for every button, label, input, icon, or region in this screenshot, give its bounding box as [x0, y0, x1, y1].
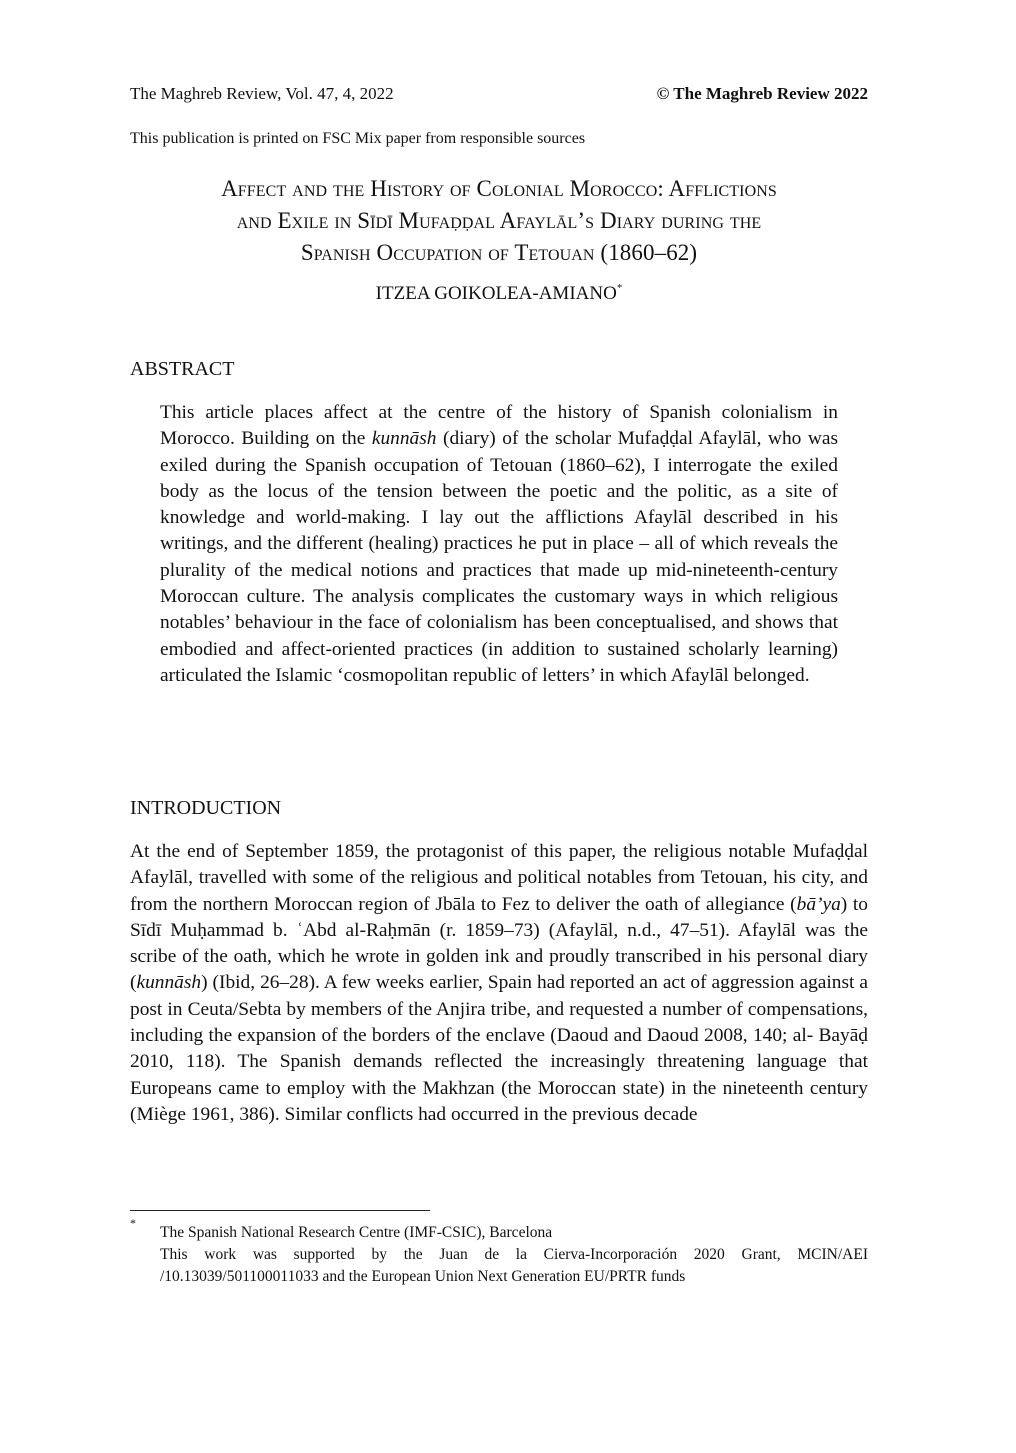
footnote-line: The Spanish National Research Centre (IMF-CSIC), Barcelona	[160, 1224, 553, 1241]
abstract-term: kunnāsh	[371, 428, 437, 450]
abstract-heading: ABSTRACT	[130, 358, 235, 380]
author-footnote-mark: *	[616, 282, 623, 294]
footnote-divider	[130, 1210, 430, 1211]
intro-text-part: ) (Ibid, 26–28). A few weeks earlier, Spain had reported an act of aggression against a post in Ceuta/Sebta by members of the Anjira tribe, and requested a number of compensations, including the expansion of the borders of the enclave (Daoud and Daoud 2008, 140; al- Bayāḍ 2010, 118). The Spanish demands reflected the increasingly threatening language that Europeans came to employ with the Makhzan (the Moroccan state) in the nineteenth century (Miège 1961, 386). Similar conflicts had occurred in the previous decade	[130, 972, 868, 1125]
title-line: Affect and the History of Colonial Morocco: Afflictions	[221, 176, 777, 201]
title-line: Spanish Occupation of Tetouan (1860–62)	[300, 240, 698, 265]
footnote-line: /10.13039/501100011033 and the European Union Next Generation EU/PRTR funds	[160, 1268, 686, 1285]
abstract-text	[160, 400, 838, 689]
footnote-line: This work was supported by the Juan de la Cierva-Incorporación 2020 Grant, MCIN/AEI	[160, 1246, 868, 1263]
intro-term: bāʼya	[796, 893, 841, 915]
abstract-text-part: This article places affect at the centre of the history of Spanish colonialism in Morocco. Building on the	[160, 402, 838, 450]
author-name	[130, 282, 868, 305]
copyright-notice: © The Maghreb Review 2022	[656, 84, 868, 103]
title-line: and Exile in Sīdī Mufaḍḍal Afaylāl’s Diary during the	[236, 208, 762, 233]
author-text: ITZEA GOIKOLEA-AMIANO	[375, 283, 617, 304]
intro-text-part: ) to Sīdī Muḥammad b. ʿAbd al-Raḥmān (r. 1859–73) (Afaylāl, n.d., 47–51). Afaylāl was the scribe of the oath, which he wrote in golden ink and proudly transcribed in his personal diary (	[130, 893, 868, 994]
footnote-text	[160, 1222, 868, 1288]
journal-citation: The Maghreb Review, Vol. 47, 4, 2022	[130, 84, 394, 103]
introduction-text	[130, 839, 868, 1128]
footnote-mark: *	[130, 1216, 136, 1230]
article-title	[130, 173, 868, 269]
paper-source-note: This publication is printed on FSC Mix paper from responsible sources	[130, 130, 586, 147]
introduction-heading: INTRODUCTION	[130, 797, 282, 819]
intro-text-part: At the end of September 1859, the protagonist of this paper, the religious notable Mufaḍḍal Afaylāl, travelled with some of the religious and political notables from Tetouan, his city, and from the northern Moroccan region of Jbāla to Fez to deliver the oath of allegiance (	[130, 841, 868, 915]
intro-term: kunnāsh	[136, 972, 202, 994]
abstract-text-part: (diary) of the scholar Mufaḍḍal Afaylāl, who was exiled during the Spanish occupation of Tetouan (1860–62), I interrogate the exiled body as the locus of the tension between the poetic and the politic, as a site of knowledge and world-making. I lay out the afflictions Afaylāl described in his writings, and the different (healing) practices he put in place – all of which reveals the plurality of the medical notions and practices that made up mid-nineteenth-century Moroccan culture. The analysis complicates the customary ways in which religious notables’ behaviour in the face of colonialism has been conceptualised, and shows that embodied and affect-oriented practices (in addition to sustained scholarly learning) articulated the Islamic ‘cosmopolitan republic of letters’ in which Afaylāl belonged.	[160, 428, 838, 686]
